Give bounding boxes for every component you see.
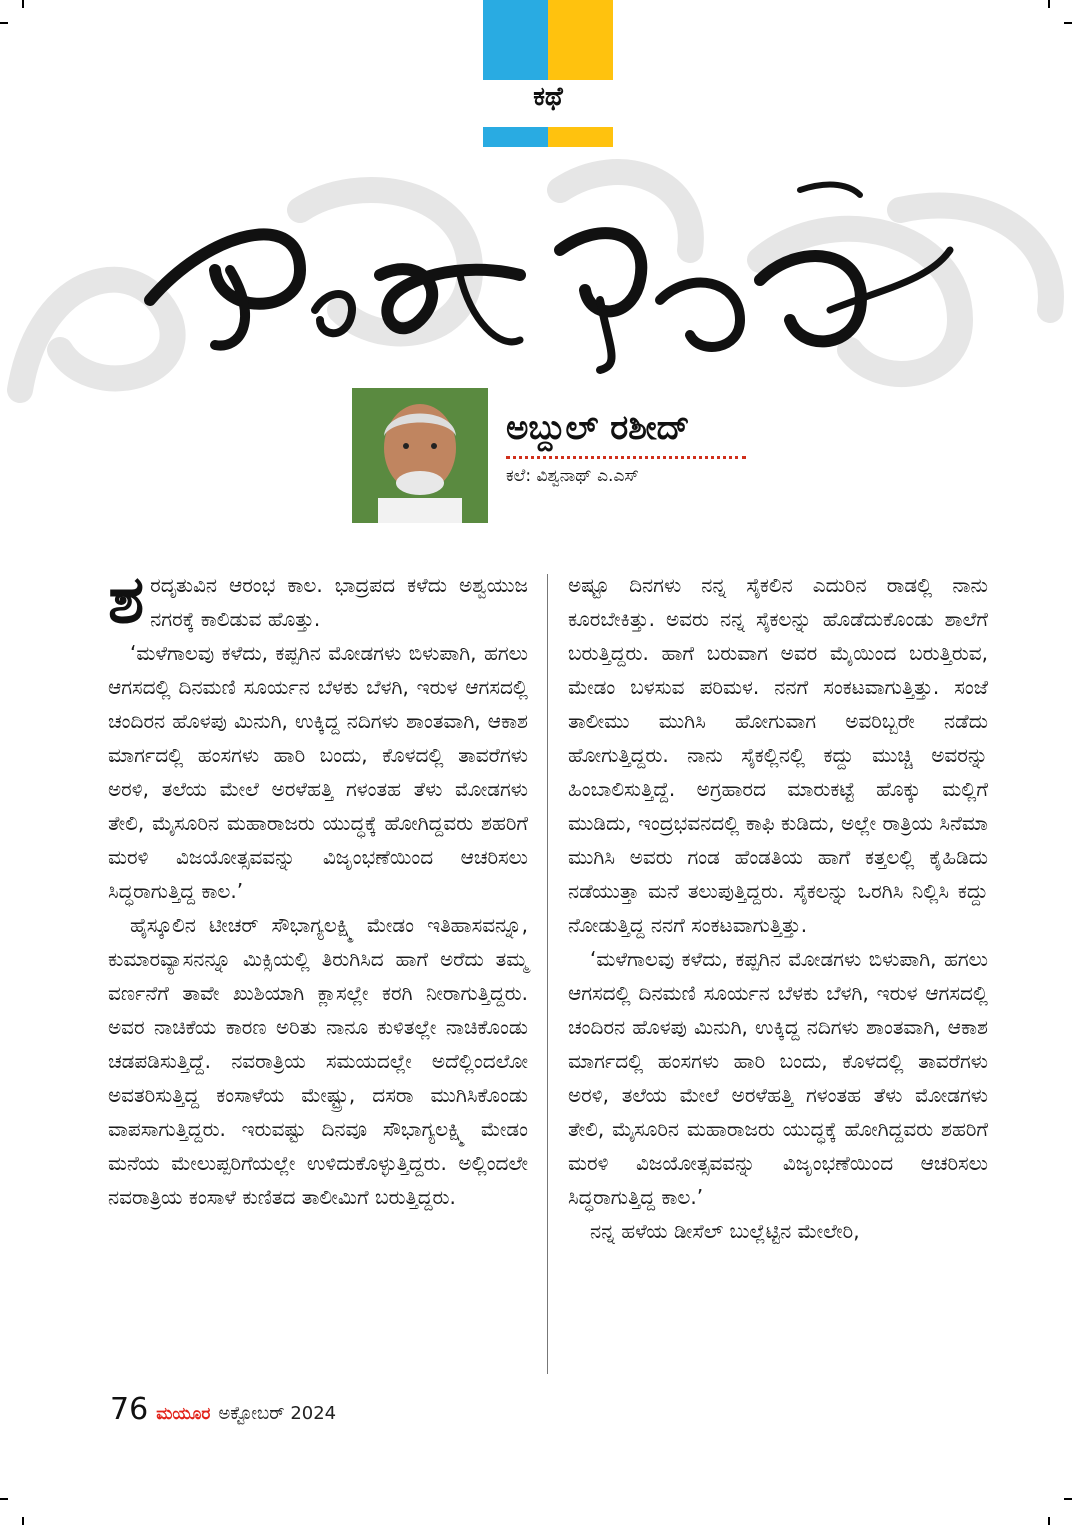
title-strokes <box>150 185 950 370</box>
illustrator-credit: ಕಲೆ: ವಿಶ್ವನಾಥ್ ಎ.ಎಸ್ <box>506 466 639 486</box>
magazine-logo: ಮಯೂರ <box>156 1404 211 1424</box>
article-paragraph: ಶರದೃತುವಿನ ಆರಂಭ ಕಾಲ. ಭಾದ್ರಪದ ಕಳೆದು ಅಶ್ವಯುಜ ನಗರಕ್ಕೆ ಕಾಲಿಡುವ ಹೊತ್ತು. <box>108 561 528 638</box>
page-footer <box>110 1392 336 1427</box>
article-paragraph: ‘ಮಳೆಗಾಲವು ಕಳೆದು, ಕಪ್ಪಗಿನ ಮೋಡಗಳು ಬಿಳುಪಾಗಿ, ಹಗಲು ಆಗಸದಲ್ಲಿ ದಿನಮಣಿ ಸೂರ್ಯನ ಬೆಳಕು ಬೆಳಗಿ, ಇರುಳ ಆಗಸದಲ್ಲಿ ಚಂದಿರನ ಹೊಳಪು ಮಿನುಗಿ, ಉಕ್ಕಿದ್ದ ನದಿಗಳು ಶಾಂತವಾಗಿ, ಆಕಾಶ ಮಾರ್ಗದಲ್ಲಿ ಹಂಸಗಳು ಹಾರಿ ಬಂದು, ಕೊಳದಲ್ಲಿ ತಾವರೆಗಳು ಅರಳಿ, ತಲೆಯ ಮೇಲೆ ಅರಳೆಹತ್ತಿ ಗಳಂತಹ ತೆಳು ಮೋಡಗಳು ತೇಲಿ, ಮೈಸೂರಿನ ಮಹಾರಾಜರು ಯುದ್ಧಕ್ಕೆ ಹೋಗಿದ್ದವರು ಶಹರಿಗೆ ಮರಳಿ ವಿಜಯೋತ್ಸವವನ್ನು ವಿಜೃಂಭಣೆಯಿಂದ ಆಚರಿಸಲು ಸಿದ್ಧರಾಗುತ್ತಿದ್ದ ಕಾಲ.’ <box>108 641 528 903</box>
author-divider <box>506 456 746 459</box>
author-portrait-icon <box>352 388 488 523</box>
section-badge-top <box>483 0 613 80</box>
column-divider <box>547 574 548 1374</box>
crop-mark <box>1064 1498 1072 1500</box>
crop-mark <box>1064 22 1072 24</box>
author-photo <box>352 388 488 523</box>
author-name: ಅಬ್ದುಲ್ ರಶೀದ್ <box>506 408 690 448</box>
crop-mark <box>0 22 8 24</box>
crop-mark <box>22 1517 24 1525</box>
crop-mark <box>1048 1517 1050 1525</box>
page-number: 76 <box>110 1392 149 1427</box>
article-paragraph: ಅಷ್ಟೂ ದಿನಗಳು ನನ್ನ ಸೈಕಲಿನ ಎದುರಿನ ರಾಡಲ್ಲಿ ನಾನು ಕೂರಬೇಕಿತ್ತು. ಅವರು ನನ್ನ ಸೈಕಲನ್ನು ಹೊಡೆದುಕೊಂಡು ಶಾಲೆಗೆ ಬರುತ್ತಿದ್ದರು. ಹಾಗೆ ಬರುವಾಗ ಅವರ ಮೈಯಿಂದ ಬರುತ್ತಿರುವ, ಮೇಡಂ ಬಳಸುವ ಪರಿಮಳ. ನನಗೆ ಸಂಕಟವಾಗುತ್ತಿತ್ತು. ಸಂಜೆ ತಾಲೀಮು ಮುಗಿಸಿ ಹೋಗುವಾಗ ಅವರಿಬ್ಬರೇ ನಡೆದು ಹೋಗುತ್ತಿದ್ದರು. ನಾನು ಸೈಕಲ್ಲಿನಲ್ಲಿ ಕದ್ದು ಮುಚ್ಚಿ ಅವರನ್ನು ಹಿಂಬಾಲಿಸುತ್ತಿದ್ದೆ. ಅಗ್ರಹಾರದ ಮಾರುಕಟ್ಟೆ ಹೊಕ್ಕು ಮಲ್ಲಿಗೆ ಮುಡಿದು, ಇಂದ್ರಭವನದಲ್ಲಿ ಕಾಫಿ ಕುಡಿದು, ಅಲ್ಲೇ ರಾತ್ರಿಯ ಸಿನೆಮಾ ಮುಗಿಸಿ ಅವರು ಗಂಡ ಹೆಂಡತಿಯ ಹಾಗೆ ಕತ್ತಲಲ್ಲಿ ಕೈಹಿಡಿದು ನಡೆಯುತ್ತಾ ಮನೆ ತಲುಪುತ್ತಿದ್ದರು. ಸೈಕಲನ್ನು ಒರಗಿಸಿ ನಿಲ್ಲಿಸಿ ಕದ್ದು ನೋಡುತ್ತಿದ್ದ ನನಗೆ ಸಂಕಟವಾಗುತ್ತಿತ್ತು. <box>568 573 988 937</box>
article-paragraph: ‘ಮಳೆಗಾಲವು ಕಳೆದು, ಕಪ್ಪಗಿನ ಮೋಡಗಳು ಬಿಳುಪಾಗಿ, ಹಗಲು ಆಗಸದಲ್ಲಿ ದಿನಮಣಿ ಸೂರ್ಯನ ಬೆಳಕು ಬೆಳಗಿ, ಇರುಳ ಆಗಸದಲ್ಲಿ ಚಂದಿರನ ಹೊಳಪು ಮಿನುಗಿ, ಉಕ್ಕಿದ್ದ ನದಿಗಳು ಶಾಂತವಾಗಿ, ಆಕಾಶ ಮಾರ್ಗದಲ್ಲಿ ಹಂಸಗಳು ಹಾರಿ ಬಂದು, ಕೊಳದಲ್ಲಿ ತಾವರೆಗಳು ಅರಳಿ, ತಲೆಯ ಮೇಲೆ ಅರಳೆಹತ್ತಿ ಗಳಂತಹ ತೆಳು ಮೋಡಗಳು ತೇಲಿ, ಮೈಸೂರಿನ ಮಹಾರಾಜರು ಯುದ್ಧಕ್ಕೆ ಹೋಗಿದ್ದವರು ಶಹರಿಗೆ ಮರಳಿ ವಿಜಯೋತ್ಸವವನ್ನು ವಿಜೃಂಭಣೆಯಿಂದ ಆಚರಿಸಲು ಸಿದ್ಧರಾಗುತ್ತಿದ್ದ ಕಾಲ.’ <box>568 947 988 1209</box>
title-calligraphy <box>0 150 1072 410</box>
crop-mark <box>0 1498 8 1500</box>
article-paragraph: ಹೈಸ್ಕೂಲಿನ ಟೀಚರ್ ಸೌಭಾಗ್ಯಲಕ್ಷ್ಮಿ ಮೇಡಂ ಇತಿಹಾಸವನ್ನೂ, ಕುಮಾರವ್ಯಾಸನನ್ನೂ ಮಿಕ್ಸಿಯಲ್ಲಿ ತಿರುಗಿಸಿದ ಹಾಗೆ ಅರೆದು ತಮ್ಮ ವರ್ಣನೆಗೆ ತಾವೇ ಖುಶಿಯಾಗಿ ಕ್ಲಾಸಲ್ಲೇ ಕರಗಿ ನೀರಾಗುತ್ತಿದ್ದರು. ಅವರ ನಾಚಿಕೆಯ ಕಾರಣ ಅರಿತು ನಾನೂ ಕುಳಿತಲ್ಲೇ ನಾಚಿಕೊಂಡು ಚಡಪಡಿಸುತ್ತಿದ್ದೆ. ನವರಾತ್ರಿಯ ಸಮಯದಲ್ಲೇ ಅದೆಲ್ಲಿಂದಲೋ ಅವತರಿಸುತ್ತಿದ್ದ ಕಂಸಾಳೆಯ ಮೇಷ್ಟ್ರು, ದಸರಾ ಮುಗಿಸಿಕೊಂಡು ವಾಪಸಾಗುತ್ತಿದ್ದರು. ಇರುವಷ್ಟು ದಿನವೂ ಸೌಭಾಗ್ಯಲಕ್ಷ್ಮಿ ಮೇಡಂ ಮನೆಯ ಮೇಲುಪ್ಪರಿಗೆಯಲ್ಲೇ ಉಳಿದುಕೊಳ್ಳುತ್ತಿದ್ದರು. ಅಲ್ಲಿಂದಲೇ ನವರಾತ್ರಿಯ ಕಂಸಾಳೆ ಕುಣಿತದ ತಾಲೀಮಿಗೆ ಬರುತ್ತಿದ್ದರು. <box>108 913 528 1209</box>
crop-mark <box>1048 0 1050 8</box>
article-paragraph: ನನ್ನ ಹಳೆಯ ಡೀಸೆಲ್ ಬುಲ್ಲೆಟ್ಟಿನ ಮೇಲೇರಿ, <box>590 1219 860 1243</box>
section-badge-bottom <box>483 127 613 147</box>
article-column-right <box>568 568 988 1248</box>
issue-date: ಅಕ್ಟೋಬರ್ 2024 <box>218 1403 337 1424</box>
drop-cap: ಶ <box>108 561 145 638</box>
section-label: ಕಥೆ <box>533 82 563 112</box>
article-column-left <box>108 561 528 1214</box>
crop-mark <box>22 0 24 8</box>
